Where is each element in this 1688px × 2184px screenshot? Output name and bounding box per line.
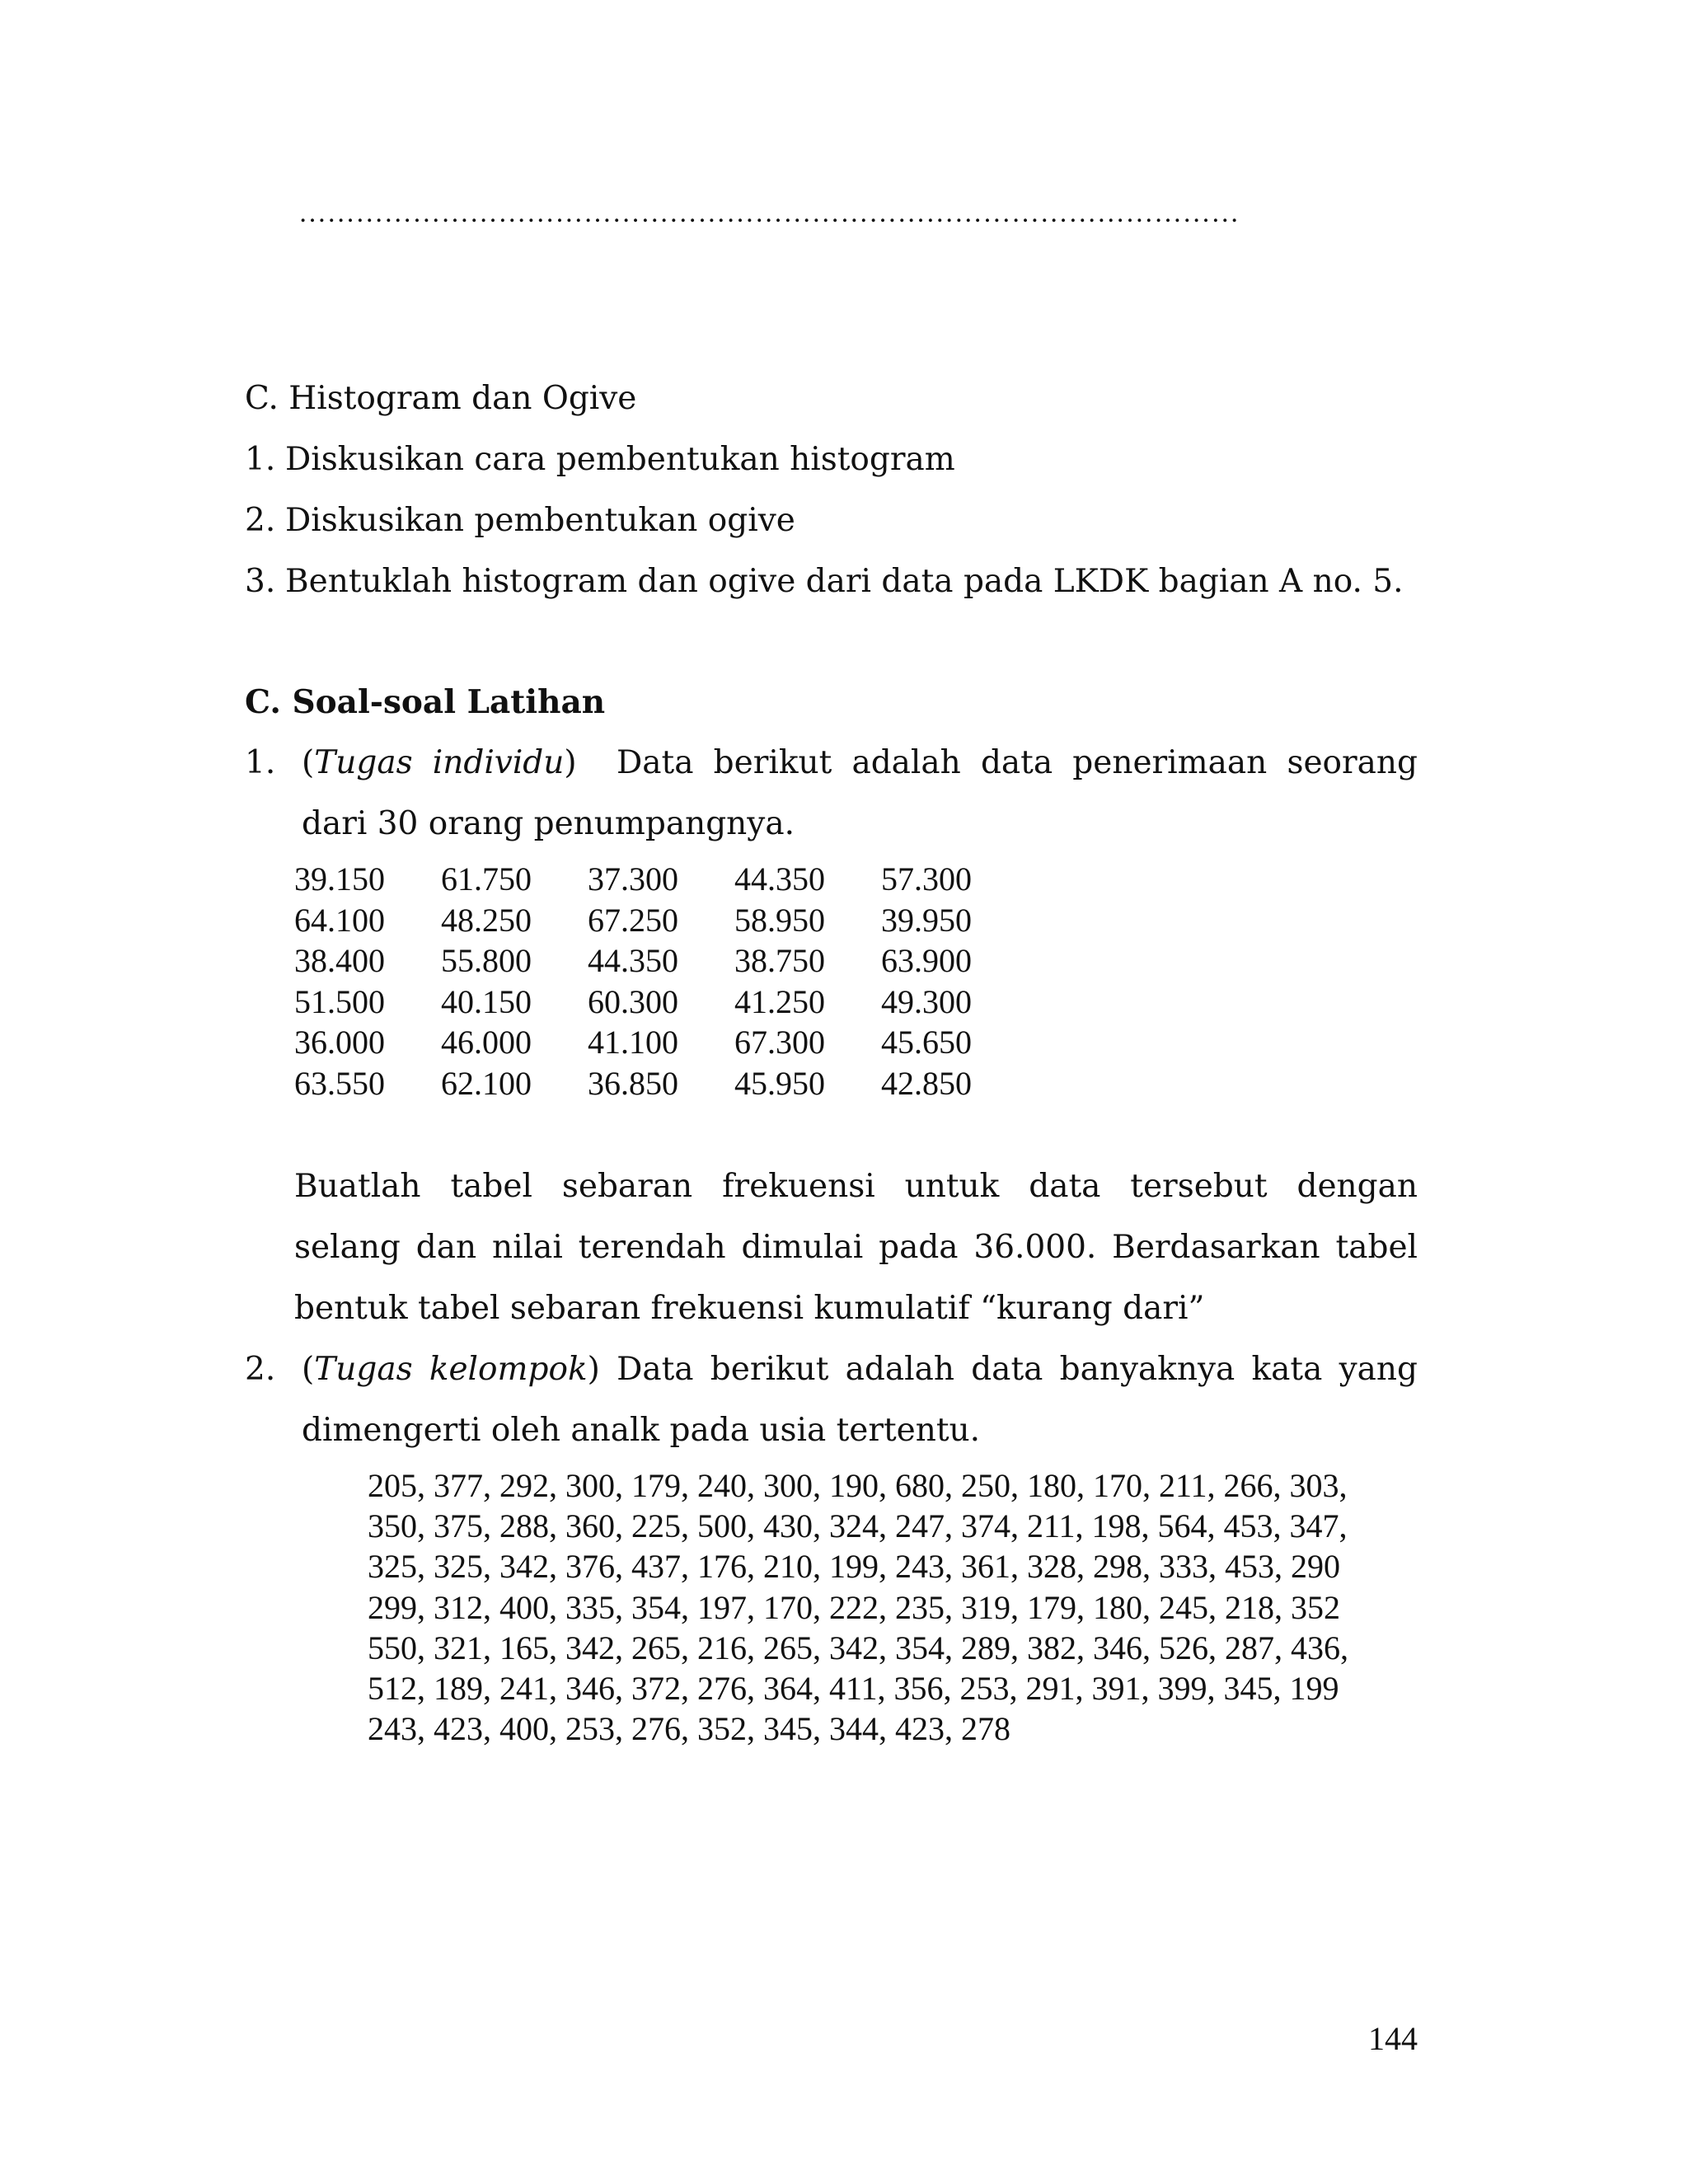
dotted-answer-line: ……………………………………………………………………………………… [298,198,1240,228]
section-title-soal-latihan: C. Soal-soal Latihan [245,683,606,721]
list-item-number: 3. [245,563,276,600]
list-item [245,501,1481,541]
table-cell: 42.850 [881,1064,972,1102]
table-cell: 51.500 [294,982,385,1020]
table-cell: 44.350 [734,860,825,898]
data-row: 512, 189, 241, 346, 372, 276, 364, 411, 356, 253, 291, 391, 399, 345, 199 [368,1669,1339,1707]
word-count-data [368,1465,1348,1749]
list-item-text: Diskusikan pembentukan ogive [285,502,795,539]
table-cell: 64.100 [294,901,385,939]
question-1-line1: (Tugas individu) Data berikut adalah data penerimaan seorang [302,744,1418,781]
table-cell: 46.000 [441,1024,532,1061]
list-item-text: Bentuklah histogram dan ogive dari data pada LKDK bagian A no. 5. [285,563,1404,600]
table-cell: 37.300 [588,860,678,898]
table-cell: 41.250 [734,982,825,1020]
question-1-number: 1. [245,744,276,781]
table-cell: 41.100 [588,1024,678,1061]
question-1-instruction-line3: bentuk tabel sebaran frekuensi kumulatif “kurang dari” [294,1290,1205,1327]
table-cell: 36.850 [588,1064,678,1102]
table-cell: 58.950 [734,901,825,939]
list-item-number: 1. [245,441,276,478]
table-cell: 40.150 [441,982,532,1020]
table-cell: 39.150 [294,860,385,898]
table-cell: 45.650 [881,1024,972,1061]
table-cell: 67.250 [588,901,678,939]
question-1-line2: dari 30 orang penumpangnya. [302,805,795,842]
question-1-instruction-line1: Buatlah tabel sebaran frekuensi untuk data tersebut dengan [294,1168,1418,1205]
list-item [245,440,1481,480]
table-cell: 49.300 [881,982,972,1020]
question-2-line2: dimengerti oleh analk pada usia tertentu. [302,1412,981,1449]
list-item-number: 2. [245,502,276,539]
question-2-number: 2. [245,1351,276,1388]
data-row: 350, 375, 288, 360, 225, 500, 430, 324, 247, 374, 211, 198, 564, 453, 347, [368,1507,1348,1545]
list-item [245,562,1481,602]
table-cell: 38.400 [294,942,385,979]
table-cell: 63.900 [881,942,972,979]
question-1-instruction-line2: selang dan nilai terendah dimulai pada 36.000. Berdasarkan tabel [294,1229,1418,1266]
table-cell: 63.550 [294,1064,385,1102]
data-row: 243, 423, 400, 253, 276, 352, 345, 344, 423, 278 [368,1710,1010,1748]
question-2-tag: Tugas kelompok [314,1351,588,1388]
page-number: 144 [1368,2020,1418,2057]
table-cell: 62.100 [441,1064,532,1102]
list-item-text: Diskusikan cara pembentukan histogram [285,441,955,478]
table-cell: 67.300 [734,1024,825,1061]
data-row: 550, 321, 165, 342, 265, 216, 265, 342, 354, 289, 382, 346, 526, 287, 436, [368,1629,1348,1666]
table-cell: 57.300 [881,860,972,898]
table-cell: 36.000 [294,1024,385,1061]
table-cell: 55.800 [441,942,532,979]
table-cell: 39.950 [881,901,972,939]
question-1-tag: Tugas individu [314,744,565,781]
table-cell: 48.250 [441,901,532,939]
data-row: 325, 325, 342, 376, 437, 176, 210, 199, 243, 361, 328, 298, 333, 453, 290 [368,1548,1340,1586]
table-cell: 38.750 [734,942,825,979]
table-cell: 61.750 [441,860,532,898]
table-cell: 45.950 [734,1064,825,1102]
data-row: 205, 377, 292, 300, 179, 240, 300, 190, 680, 250, 180, 170, 211, 266, 303, [368,1467,1348,1504]
section-title-histogram-ogive: C. Histogram dan Ogive [245,380,637,417]
data-row: 299, 312, 400, 335, 354, 197, 170, 222, 235, 319, 179, 180, 245, 218, 352 [368,1588,1340,1626]
question-2-line1: (Tugas kelompok) Data berikut adalah data banyaknya kata yang [302,1351,1418,1388]
table-cell: 60.300 [588,982,678,1020]
table-cell: 44.350 [588,942,678,979]
